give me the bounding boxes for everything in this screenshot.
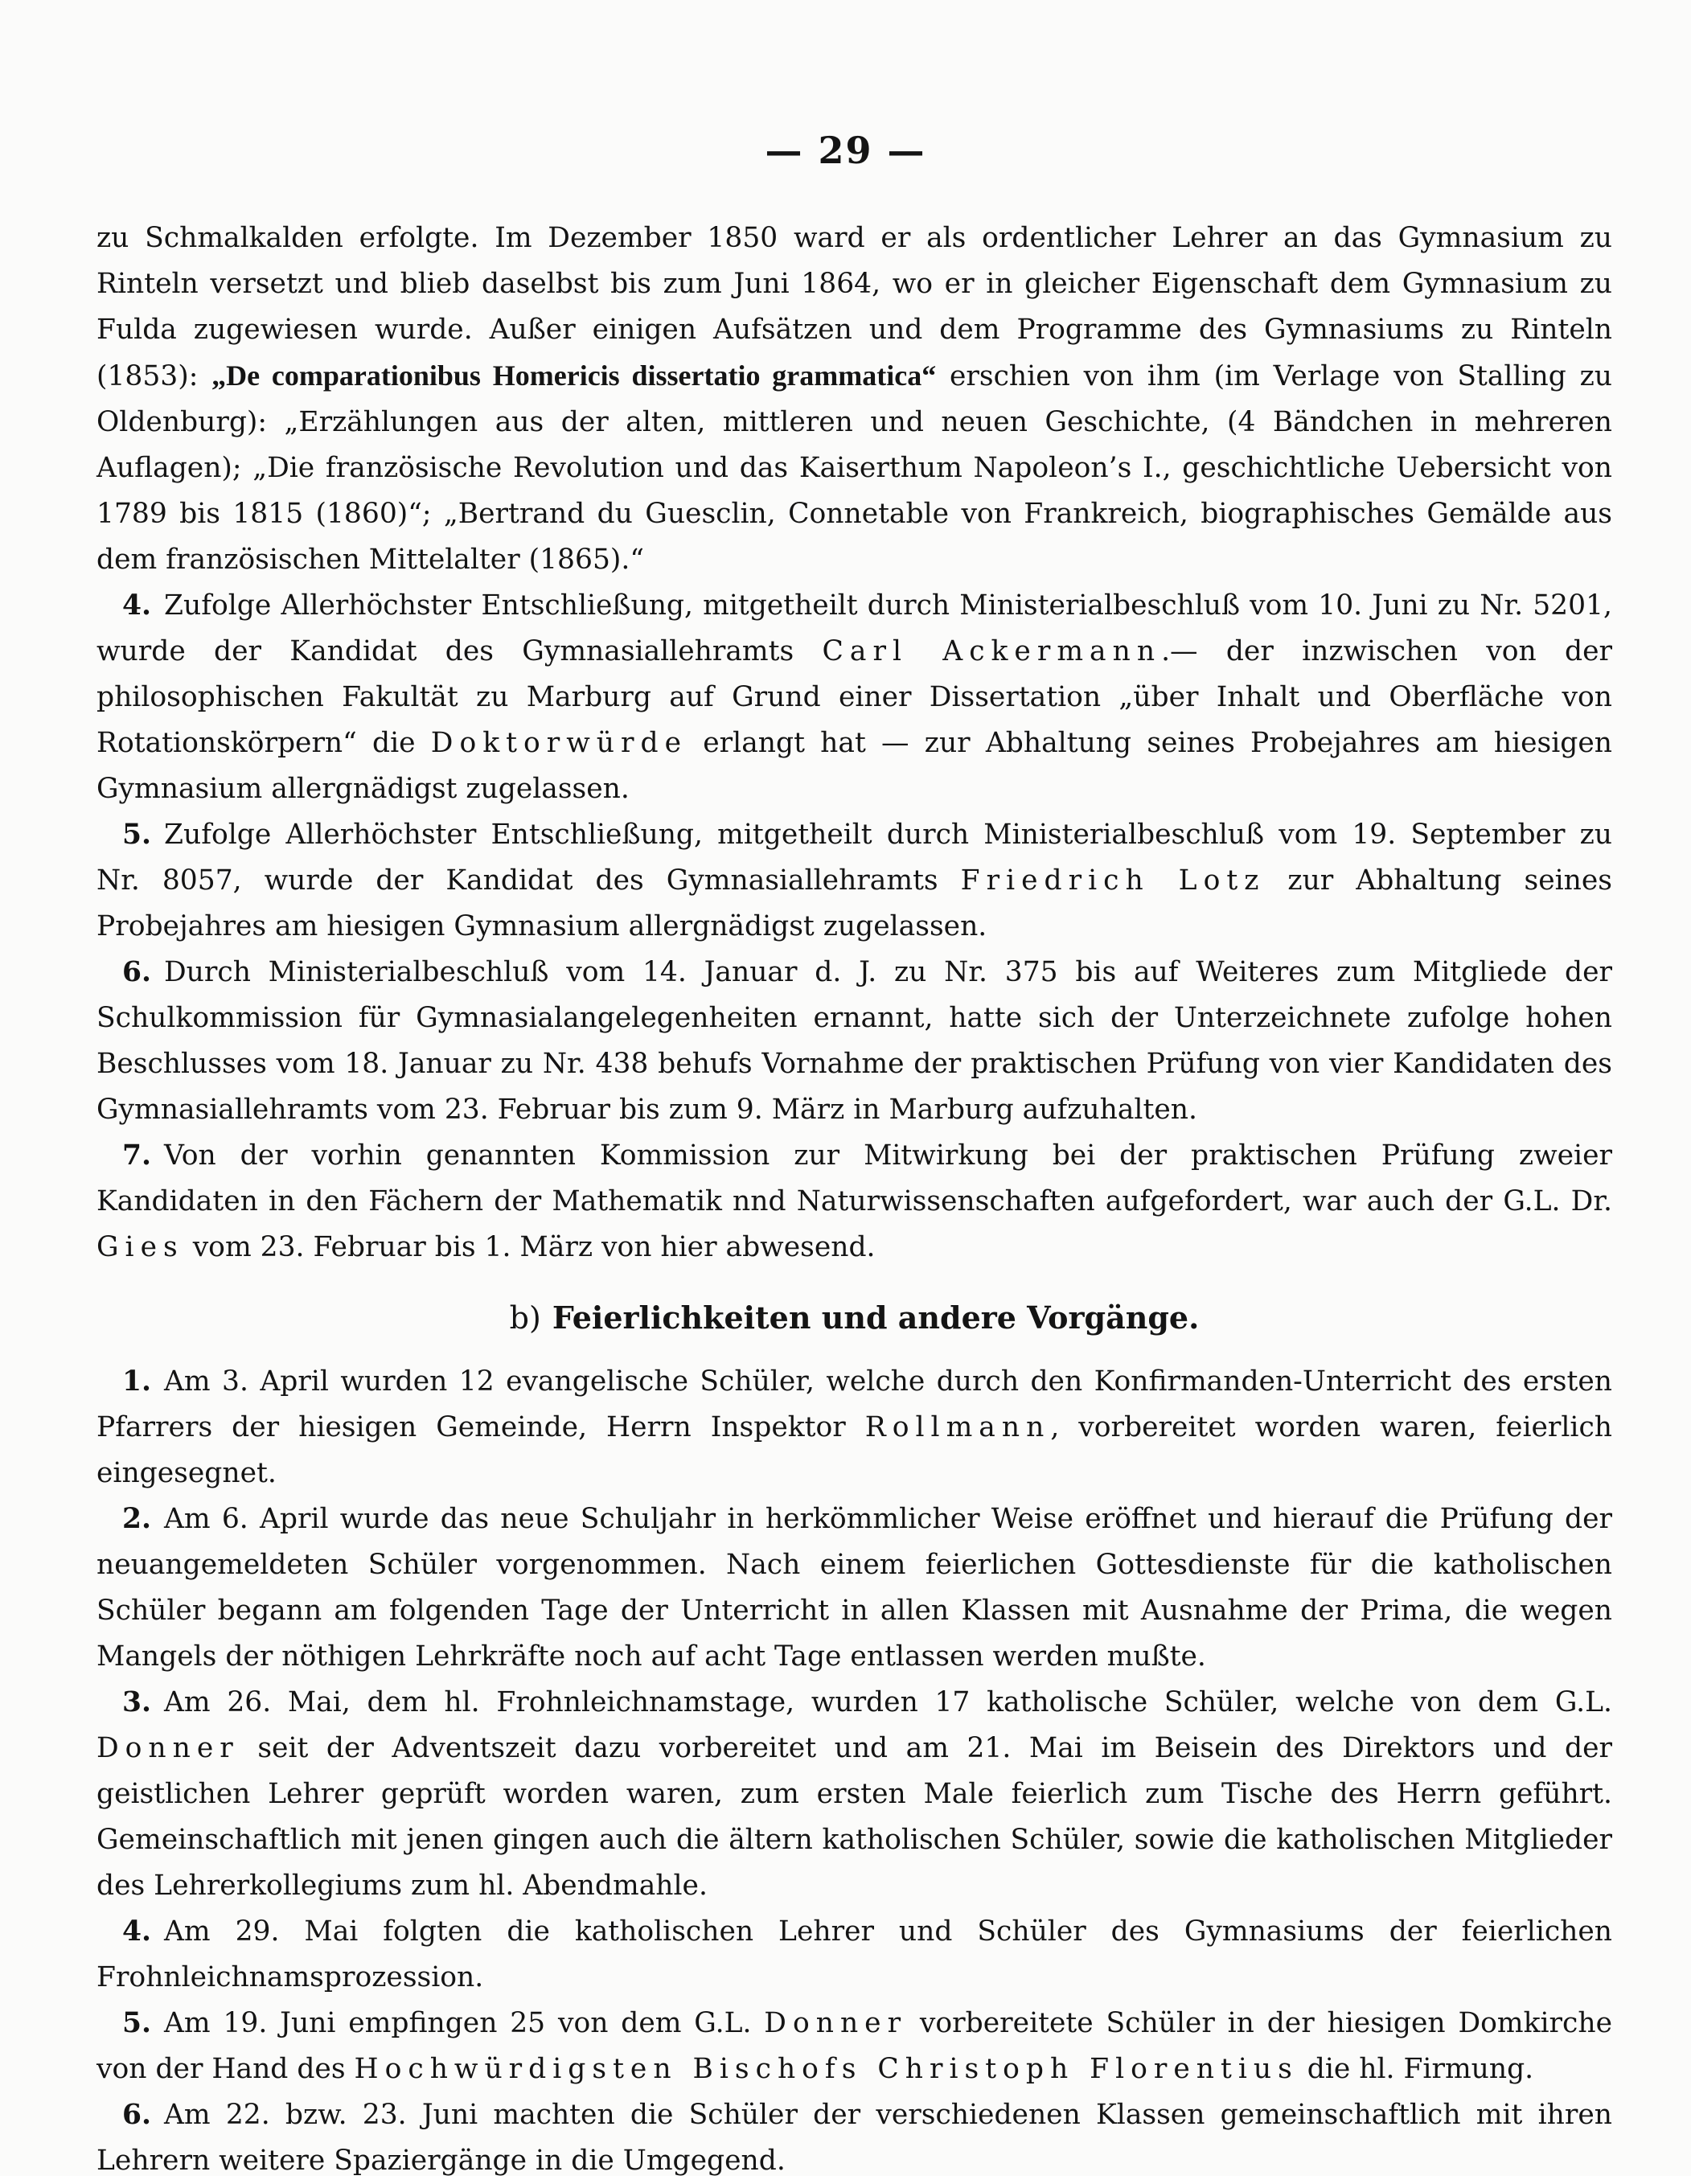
text-run: Von der vorhin genannten Kommission zur Mitwirkung bei der praktischen Prüfung zweier Kandidaten in den Fächern der Mathematik nnd Naturwissenschaften aufgefordert, war auch der G.L. Dr.: [96, 1139, 1612, 1217]
paragraph-event-2: [96, 1496, 1612, 1680]
spaced-name: Gies: [96, 1231, 184, 1263]
paragraph-event-4: [96, 1909, 1612, 2001]
item-number: 4.: [122, 1915, 152, 1948]
text-run: zur Abhaltung seines Probejahres am hiesigen Gymnasium allergnädigst zugelassen.: [96, 864, 1612, 942]
text-run: Am 29. Mai folgten die katholischen Lehrer und Schüler des Gymnasiums der feierlichen Frohnleichnamsprozession.: [96, 1915, 1612, 1993]
text-run: Am 6. April wurde das neue Schuljahr in herkömmlicher Weise eröffnet und hierauf die Prüfung der neuangemeldeten Schüler vorgenommen. Nach einem feierlichen Gottesdienste für die katholischen Schüler begann am folgenden Tage der Unterricht in allen Klassen mit Ausnahme der Prima, die wegen Mangels der nöthigen Lehrkräfte noch auf acht Tage entlassen werden mußte.: [96, 1503, 1612, 1673]
body-text: [96, 216, 1612, 2184]
text-run: Am 22. bzw. 23. Juni machten die Schüler der verschiedenen Klassen gemeinschaftlich mit ihren Lehrern weitere Spaziergänge in die Umgegend.: [96, 2099, 1612, 2177]
paragraph-event-5: [96, 2001, 1612, 2092]
item-number: 6.: [122, 956, 152, 988]
text-run: Am 19. Juni empfingen 25 von dem G.L.: [164, 2007, 752, 2039]
paragraph-event-6: [96, 2092, 1612, 2184]
spaced-title: Doktorwürde: [430, 727, 688, 759]
item-number: 1.: [122, 1365, 152, 1398]
spaced-name: Hochwürdigsten Bischofs Christoph Florentius: [354, 2053, 1299, 2085]
paragraph-item-4: [96, 583, 1612, 812]
item-number: 2.: [122, 1503, 152, 1535]
text-run: vom 23. Februar bis 1. März von hier abwesend.: [192, 1231, 876, 1263]
text-run: erschien von ihm (im Verlage von Stalling zu Oldenburg): „Erzählungen aus der alten, mittleren und neuen Geschichte, (4 Bändchen in mehreren Auflagen); „Die französische Revolution und das Kaiserthum Napoleon’s I., geschichtliche Uebersicht von 1789 bis 1815 (1860)“; „Bertrand du Guesclin, Connetable von Frankreich, biographisches Gemälde aus dem französischen Mittelalter (1865).“: [96, 360, 1613, 576]
spaced-name: Donner: [764, 2007, 908, 2039]
spaced-name: Donner: [96, 1732, 240, 1764]
text-run: Durch Ministerialbeschluß vom 14. Januar d. J. zu Nr. 375 bis auf Weiteres zum Mitgliede der Schulkommission für Gymnasialangelegenheiten ernannt, hatte sich der Unterzeichnete zufolge hohen Beschlusses vom 18. Januar zu Nr. 438 behufs Vornahme der praktischen Prüfung von vier Kandidaten des Gymnasiallehramts vom 23. Februar bis zum 9. März in Marburg aufzuhalten.: [96, 956, 1612, 1126]
spaced-name: Friedrich Lotz: [960, 864, 1266, 897]
text-run: vorbereitete Schüler in der hiesigen Domkirche von der Hand des: [96, 2007, 1613, 2085]
spaced-name: Carl Ackermann: [822, 635, 1162, 667]
item-number: 5.: [122, 2007, 152, 2039]
paragraph-event-3: [96, 1680, 1612, 1909]
text-run: die hl. Firmung.: [1307, 2053, 1534, 2085]
text-run: Zufolge Allerhöchster Entschließung, mitgetheilt durch Ministerialbeschluß vom 10. Juni zu Nr. 5201, wurde der Kandidat des Gymnasiallehramts: [96, 589, 1612, 667]
paragraph-item-7: [96, 1133, 1612, 1271]
text-run: , vorbereitet worden waren, feierlich eingesegnet.: [96, 1411, 1613, 1489]
section-title: Feierlichkeiten und andere Vorgänge.: [552, 1299, 1200, 1336]
text-run: Zufolge Allerhöchster Entschließung, mitgetheilt durch Ministerialbeschluß vom 19. September zu Nr. 8057, wurde der Kandidat des Gymnasiallehramts: [96, 819, 1612, 897]
item-number: 3.: [122, 1686, 152, 1718]
text-run: Am 26. Mai, dem hl. Frohnleichnamstage, wurden 17 katholische Schüler, welche von dem G.L.: [164, 1686, 1612, 1718]
text-run: .— der inzwischen von der philosophischen Fakultät zu Marburg auf Grund einer Dissertation „über Inhalt und Oberfläche von Rotationskörpern“ die: [96, 635, 1613, 759]
paragraph-item-6: [96, 950, 1612, 1133]
latin-title: „De comparationibus Homericis dissertatio grammatica“: [211, 359, 937, 392]
text-run: erlangt hat — zur Abhaltung seines Probejahres am hiesigen Gymnasium allergnädigst zugelassen.: [96, 727, 1613, 805]
paragraph-item-5: [96, 812, 1612, 950]
spaced-name: Rollmann: [864, 1411, 1051, 1443]
text-run: Am 3. April wurden 12 evangelische Schüler, welche durch den Konfirmanden-Unterricht des ersten Pfarrers der hiesigen Gemeinde, Herrn Inspektor: [96, 1365, 1612, 1443]
paragraph-biography: [96, 216, 1612, 583]
page-number: — 29 —: [765, 129, 926, 172]
section-label: b): [509, 1300, 541, 1336]
item-number: 6.: [122, 2099, 152, 2131]
section-heading: [96, 1295, 1612, 1341]
item-number: 7.: [122, 1139, 152, 1172]
paragraph-event-1: [96, 1359, 1612, 1496]
item-number: 5.: [122, 819, 152, 851]
text-run: zu Schmalkalden erfolgte. Im Dezember 1850 ward er als ordentlicher Lehrer an das Gymnasium zu Rinteln versetzt und blieb daselbst bis zum Juni 1864, wo er in gleicher Eigenschaft dem Gymnasium zu Fulda zugewiesen wurde. Außer einigen Aufsätzen und dem Programme des Gymnasiums zu Rinteln (1853):: [96, 222, 1612, 392]
text-run: seit der Adventszeit dazu vorbereitet und am 21. Mai im Beisein des Direktors und der geistlichen Lehrer geprüft worden waren, zum ersten Male feierlich zum Tische des Herrn geführt. Gemeinschaftlich mit jenen gingen auch die ältern katholischen Schüler, sowie die katholischen Mitglieder des Lehrerkollegiums zum hl. Abendmahle.: [96, 1732, 1613, 1902]
item-number: 4.: [122, 589, 152, 622]
